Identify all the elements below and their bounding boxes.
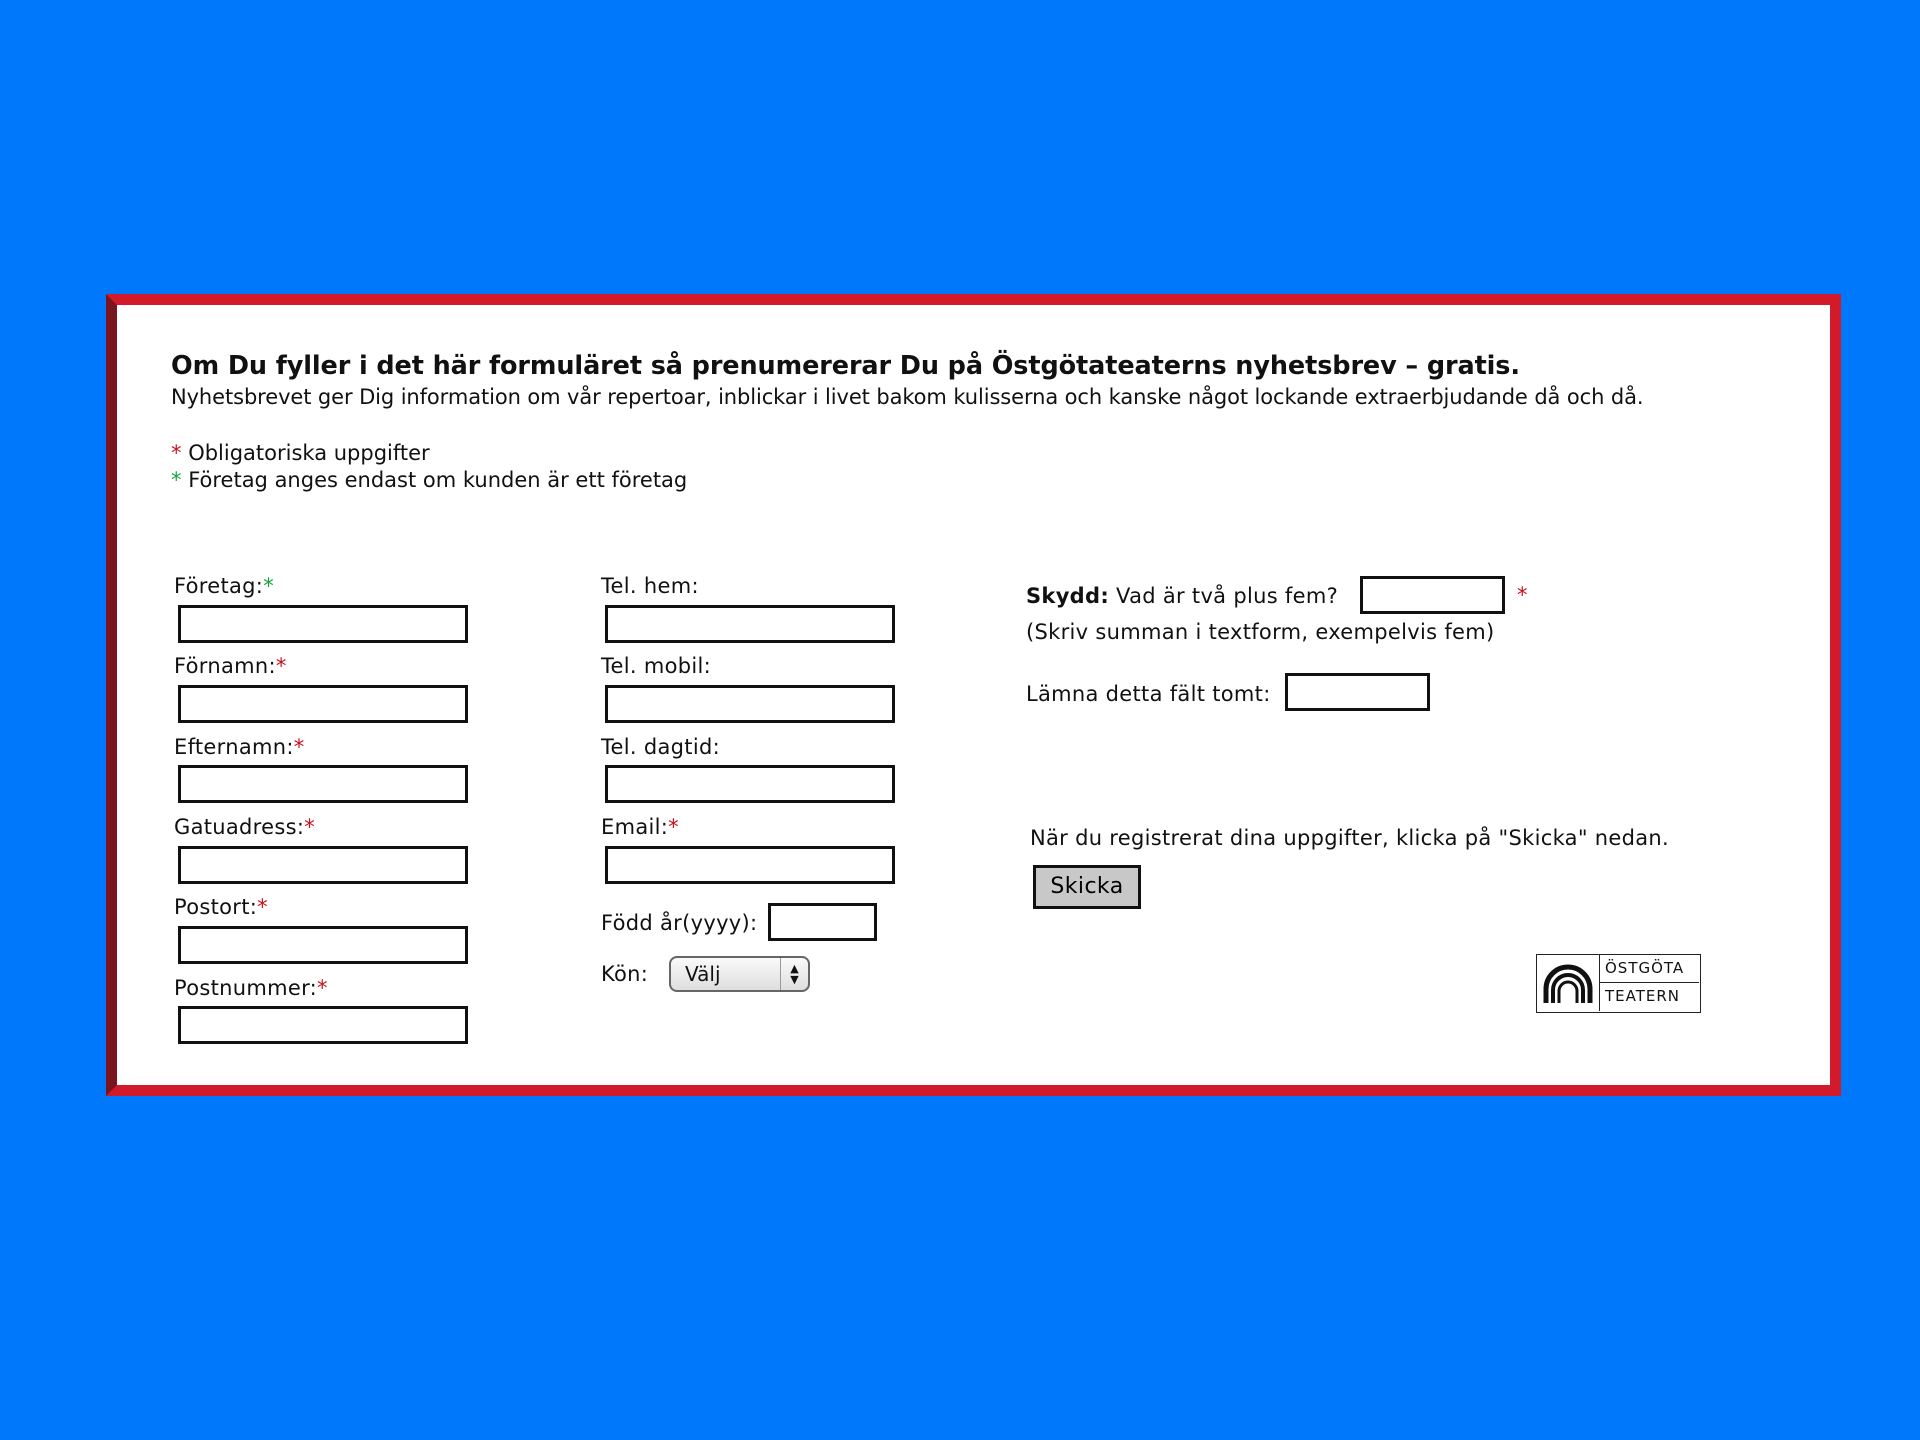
label-text: Företag: (174, 574, 264, 598)
birth-year-input[interactable] (768, 903, 877, 941)
logo-line1: ÖSTGÖTA (1599, 955, 1699, 983)
legend-company-text: Företag anges endast om kunden är ett företag (188, 468, 688, 492)
logo-line2: TEATERN (1605, 987, 1681, 1005)
legend-required-text: Obligatoriska uppgifter (188, 441, 430, 465)
gender-select-value: Välj (685, 962, 721, 986)
company-star: * (171, 468, 182, 492)
required-star: * (668, 815, 679, 839)
tel-dagtid-input[interactable] (605, 765, 895, 803)
honeypot-input[interactable] (1285, 673, 1430, 711)
label-text: Tel. mobil: (601, 654, 712, 678)
captcha-hint: (Skriv summan i textform, exempelvis fem) (1026, 620, 1495, 644)
label-postort (174, 895, 268, 919)
label-text: Gatuadress: (174, 815, 305, 839)
captcha-input[interactable] (1360, 576, 1505, 614)
label-gatuadress (174, 815, 315, 839)
label-tel-hem (601, 574, 699, 598)
tel-mobil-input[interactable] (605, 685, 895, 723)
label-text: Efternamn: (174, 735, 294, 759)
label-kon: Kön: (601, 962, 649, 986)
ostgotateatern-logo (1536, 954, 1701, 1013)
label-email (601, 815, 679, 839)
required-star: * (293, 735, 305, 759)
required-star: * (1517, 583, 1528, 607)
select-arrows-icon: ▲ ▼ (780, 958, 808, 990)
label-text: Postnummer: (174, 976, 318, 1000)
captcha-bold-label: Skydd: (1026, 584, 1110, 608)
required-star: * (171, 441, 182, 465)
form-headline: Om Du fyller i det här formuläret så prenumererar Du på Östgötateaterns nyhetsbrev – gratis. (171, 351, 1520, 381)
fornamn-input[interactable] (178, 685, 468, 723)
label-fodd-ar: Född år(yyyy): (601, 911, 758, 935)
honeypot-label: Lämna detta fält tomt: (1026, 682, 1271, 706)
company-star: * (263, 574, 274, 598)
required-star: * (275, 654, 287, 678)
skicka-button[interactable]: Skicka (1033, 865, 1141, 909)
label-tel-mobil (601, 654, 711, 678)
foretag-input[interactable] (178, 605, 468, 643)
label-fornamn (174, 654, 287, 678)
postort-input[interactable] (178, 926, 468, 964)
required-star: * (304, 815, 316, 839)
newsletter-form-panel (106, 294, 1841, 1096)
form-intro: Nyhetsbrevet ger Dig information om vår repertoar, inblickar i livet bakom kulisserna och kanske något lockande extraerbjudande då och då. (171, 385, 1644, 409)
postnummer-input[interactable] (178, 1006, 468, 1044)
gender-select[interactable] (669, 956, 810, 992)
label-tel-dagtid (601, 735, 720, 759)
label-text: Förnamn: (174, 654, 276, 678)
submit-note: När du registrerat dina uppgifter, klicka på "Skicka" nedan. (1030, 826, 1669, 850)
tel-hem-input[interactable] (605, 605, 895, 643)
gatuadress-input[interactable] (178, 846, 468, 884)
label-text: Postort: (174, 895, 258, 919)
email-input[interactable] (605, 846, 895, 884)
captcha-question-text: Vad är två plus fem? (1116, 584, 1339, 608)
label-postnummer (174, 976, 328, 1000)
legend-company (171, 468, 687, 492)
theater-arch-icon (1537, 955, 1600, 1011)
label-foretag (174, 574, 274, 598)
efternamn-input[interactable] (178, 765, 468, 803)
captcha-question (1026, 584, 1338, 608)
label-text: Email: (601, 815, 669, 839)
label-text: Tel. dagtid: (601, 735, 720, 759)
legend-required (171, 441, 430, 465)
required-star: * (257, 895, 268, 919)
required-star: * (317, 976, 328, 1000)
label-text: Tel. hem: (601, 574, 699, 598)
label-efternamn (174, 735, 305, 759)
